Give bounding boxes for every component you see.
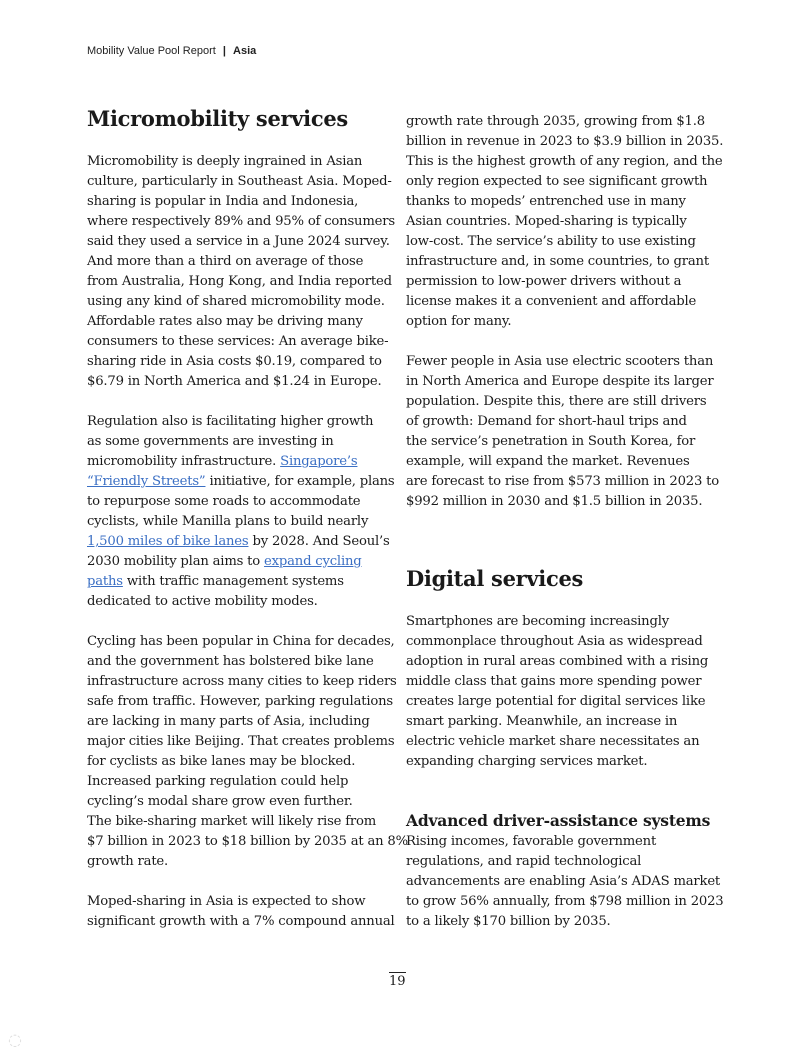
text-line: middle class that gains more spending power	[406, 674, 702, 689]
text-line: billion in revenue in 2023 to $3.9 billion in 2035.	[406, 134, 724, 149]
text-line: smart parking. Meanwhile, an increase in	[406, 714, 678, 729]
text-line: growth rate through 2035, growing from $1.8	[406, 114, 705, 129]
text-line: Micromobility is deeply ingrained in Asian	[87, 154, 363, 169]
paragraph	[87, 412, 394, 612]
text-line: license makes it a convenient and affordable	[406, 294, 697, 309]
text-line: sharing is popular in India and Indonesia,	[87, 194, 359, 209]
text-line: cycling’s modal share grow even further.	[87, 794, 353, 809]
text-line: to a likely $170 billion by 2035.	[406, 914, 611, 929]
paragraph	[406, 612, 708, 772]
text-line: expanding charging services market.	[406, 754, 648, 769]
text-line: are lacking in many parts of Asia, including	[87, 714, 370, 729]
text-line: low-cost. The service’s ability to use existing	[406, 234, 696, 249]
text-line: $6.79 in North America and $1.24 in Europe.	[87, 374, 382, 389]
text-line: only region expected to see significant growth	[406, 174, 708, 189]
region-label: Asia	[233, 45, 257, 57]
text-line: as some governments are investing in	[87, 434, 334, 449]
text-line	[87, 552, 394, 572]
text-line: Fewer people in Asia use electric scooters than	[406, 354, 714, 369]
text-line: population. Despite this, there are still drivers	[406, 394, 707, 409]
inline-link[interactable]: Singapore’s	[280, 454, 358, 469]
text-line: And more than a third on average of those	[87, 254, 364, 269]
text-line: to repurpose some roads to accommodate	[87, 494, 361, 509]
text-segment: with traffic management systems	[122, 574, 344, 589]
text-line: commonplace throughout Asia as widespread	[406, 634, 703, 649]
text-line: infrastructure and, in some countries, to grant	[406, 254, 709, 269]
text-line: $992 million in 2030 and $1.5 billion in 2035.	[406, 494, 703, 509]
text-line: major cities like Beijing. That creates problems	[87, 734, 395, 749]
text-line: Affordable rates also may be driving many	[87, 314, 363, 329]
text-line: Cycling has been popular in China for decades,	[87, 634, 395, 649]
inline-link[interactable]: paths	[87, 574, 123, 589]
text-line: consumers to these services: An average bike-	[87, 334, 389, 349]
paragraph	[406, 352, 719, 512]
text-line: to grow 56% annually, from $798 million in 2023	[406, 894, 724, 909]
text-line: regulations, and rapid technological	[406, 854, 642, 869]
inline-link[interactable]: “Friendly Streets”	[87, 474, 206, 489]
text-line: significant growth with a 7% compound annual	[87, 914, 395, 929]
text-line: in North America and Europe despite its larger	[406, 374, 714, 389]
text-line: Rising incomes, favorable government	[406, 834, 657, 849]
section-heading-micromobility: Micromobility services	[87, 106, 348, 131]
text-line: advancements are enabling Asia’s ADAS market	[406, 874, 721, 889]
text-line: option for many.	[406, 314, 512, 329]
text-line: This is the highest growth of any region, and the	[406, 154, 723, 169]
text-segment: by 2028. And Seoul’s	[248, 534, 390, 549]
text-line	[87, 532, 394, 552]
text-line: infrastructure across many cities to keep riders	[87, 674, 397, 689]
text-line: culture, particularly in Southeast Asia. Moped-	[87, 174, 392, 189]
text-segment: 2030 mobility plan aims to	[87, 554, 265, 569]
paragraph	[87, 632, 408, 872]
text-line: electric vehicle market share necessitates an	[406, 734, 700, 749]
text-line: where respectively 89% and 95% of consumers	[87, 214, 395, 229]
report-title: Mobility Value Pool Report	[87, 45, 216, 57]
text-line: using any kind of shared micromobility mode.	[87, 294, 385, 309]
inline-link[interactable]: expand cycling	[264, 554, 362, 569]
text-line: and the government has bolstered bike lane	[87, 654, 374, 669]
text-line	[87, 472, 394, 492]
section-heading-digital: Digital services	[406, 566, 584, 591]
text-line	[87, 572, 394, 592]
text-line: cyclists, while Manilla plans to build nearly	[87, 514, 369, 529]
text-line: said they used a service in a June 2024 survey.	[87, 234, 390, 249]
text-segment: initiative, for example, plans	[205, 474, 395, 489]
text-segment: micromobility infrastructure.	[87, 454, 281, 469]
text-line: adoption in rural areas combined with a rising	[406, 654, 709, 669]
text-line: dedicated to active mobility modes.	[87, 594, 318, 609]
text-line: creates large potential for digital services like	[406, 694, 706, 709]
text-line: are forecast to rise from $573 million in 2023 to	[406, 474, 719, 489]
paragraph	[406, 832, 723, 932]
text-line: Regulation also is facilitating higher growth	[87, 414, 374, 429]
text-line: growth rate.	[87, 854, 169, 869]
text-line: Smartphones are becoming increasingly	[406, 614, 669, 629]
text-line: The bike-sharing market will likely rise from	[87, 814, 377, 829]
text-line: Asian countries. Moped-sharing is typically	[406, 214, 687, 229]
text-line: thanks to mopeds’ entrenched use in many	[406, 194, 686, 209]
text-line: permission to low-power drivers without a	[406, 274, 682, 289]
text-line: the service’s penetration in South Korea, for	[406, 434, 696, 449]
subheading-adas: Advanced driver-assistance systems	[406, 811, 711, 830]
text-line: of growth: Demand for short-haul trips and	[406, 414, 687, 429]
text-line: safe from traffic. However, parking regulations	[87, 694, 393, 709]
running-header	[87, 45, 256, 57]
text-line: $7 billion in 2023 to $18 billion by 2035 at an 8%	[87, 834, 408, 849]
text-line	[87, 452, 394, 472]
inline-link[interactable]: 1,500 miles of bike lanes	[87, 534, 249, 549]
text-line: for cyclists as bike lanes may be blocked.	[87, 754, 356, 769]
watermark-logo: ◌	[8, 1030, 22, 1049]
page-number: 19	[389, 974, 406, 989]
text-line: Increased parking regulation could help	[87, 774, 349, 789]
header-separator: |	[222, 45, 226, 57]
paragraph	[87, 892, 395, 932]
paragraph	[87, 152, 395, 392]
paragraph	[406, 112, 723, 332]
text-line: from Australia, Hong Kong, and India reported	[87, 274, 392, 289]
text-line: sharing ride in Asia costs $0.19, compared to	[87, 354, 382, 369]
text-line: example, will expand the market. Revenues	[406, 454, 690, 469]
text-line: Moped-sharing in Asia is expected to show	[87, 894, 366, 909]
